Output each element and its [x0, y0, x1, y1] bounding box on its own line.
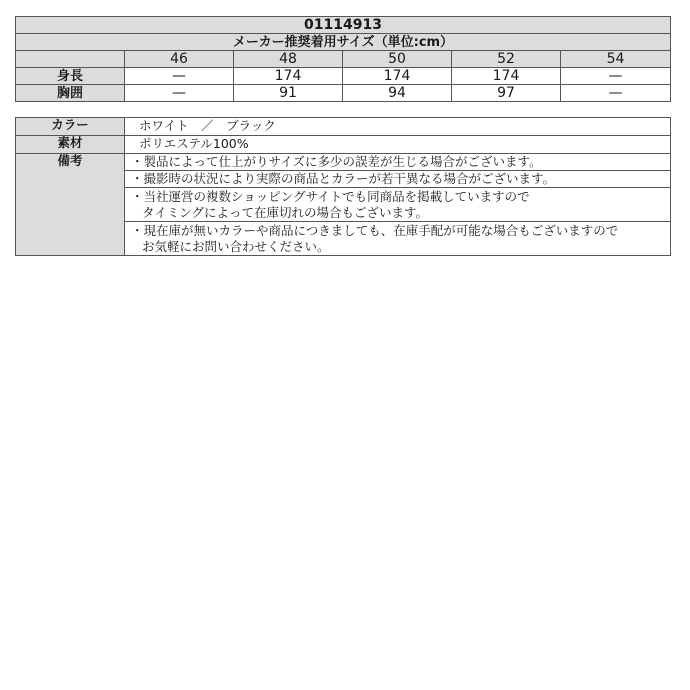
table-cell: —	[125, 68, 234, 85]
table-cell: —	[561, 85, 671, 102]
product-code: 01114913	[16, 17, 671, 34]
table-cell: 91	[234, 85, 343, 102]
table-cell: 94	[343, 85, 452, 102]
material-row	[16, 136, 671, 154]
material-label: 素材	[16, 136, 125, 154]
table-row	[16, 68, 671, 85]
note-line: お気軽にお問い合わせください。	[142, 238, 330, 254]
size-table	[15, 16, 671, 102]
notes-label: 備考	[16, 154, 125, 256]
note-line: ・現在庫が無いカラーや商品につきましても、在庫手配が可能な場合もございますので	[131, 222, 619, 238]
size-header-row	[16, 51, 671, 68]
note-item	[125, 171, 671, 188]
color-label: カラー	[16, 118, 125, 136]
note-item	[125, 188, 671, 222]
header-blank-cell	[16, 51, 125, 68]
size-header: 54	[561, 51, 671, 68]
note-item	[125, 222, 671, 256]
note-line: ・撮影時の状況により実際の商品とカラーが若干異なる場合がございます。	[131, 171, 556, 186]
table-cell: —	[561, 68, 671, 85]
note-item	[125, 154, 671, 171]
table-cell: 97	[452, 85, 561, 102]
table-cell: 174	[234, 68, 343, 85]
table-row	[16, 85, 671, 102]
notes-row	[16, 154, 671, 171]
size-header: 52	[452, 51, 561, 68]
row-label-chest: 胸囲	[16, 85, 125, 102]
material-value: ポリエステル100%	[125, 136, 671, 154]
table-cell: 174	[343, 68, 452, 85]
color-row	[16, 118, 671, 136]
table-cell: —	[125, 85, 234, 102]
table-cell: 174	[452, 68, 561, 85]
note-line: ・製品によって仕上がりサイズに多少の誤差が生じる場合がございます。	[131, 154, 542, 169]
size-header: 46	[125, 51, 234, 68]
note-line: ・当社運営の複数ショッピングサイトでも同商品を掲載していますので	[131, 188, 530, 204]
recommended-size-title: メーカー推奨着用サイズ（単位:cm）	[16, 34, 671, 51]
row-label-height: 身長	[16, 68, 125, 85]
product-info-table	[15, 117, 671, 256]
note-line: タイミングによって在庫切れの場合もございます。	[142, 204, 429, 220]
size-header: 48	[234, 51, 343, 68]
color-value: ホワイト ／ ブラック	[125, 118, 671, 136]
size-header: 50	[343, 51, 452, 68]
